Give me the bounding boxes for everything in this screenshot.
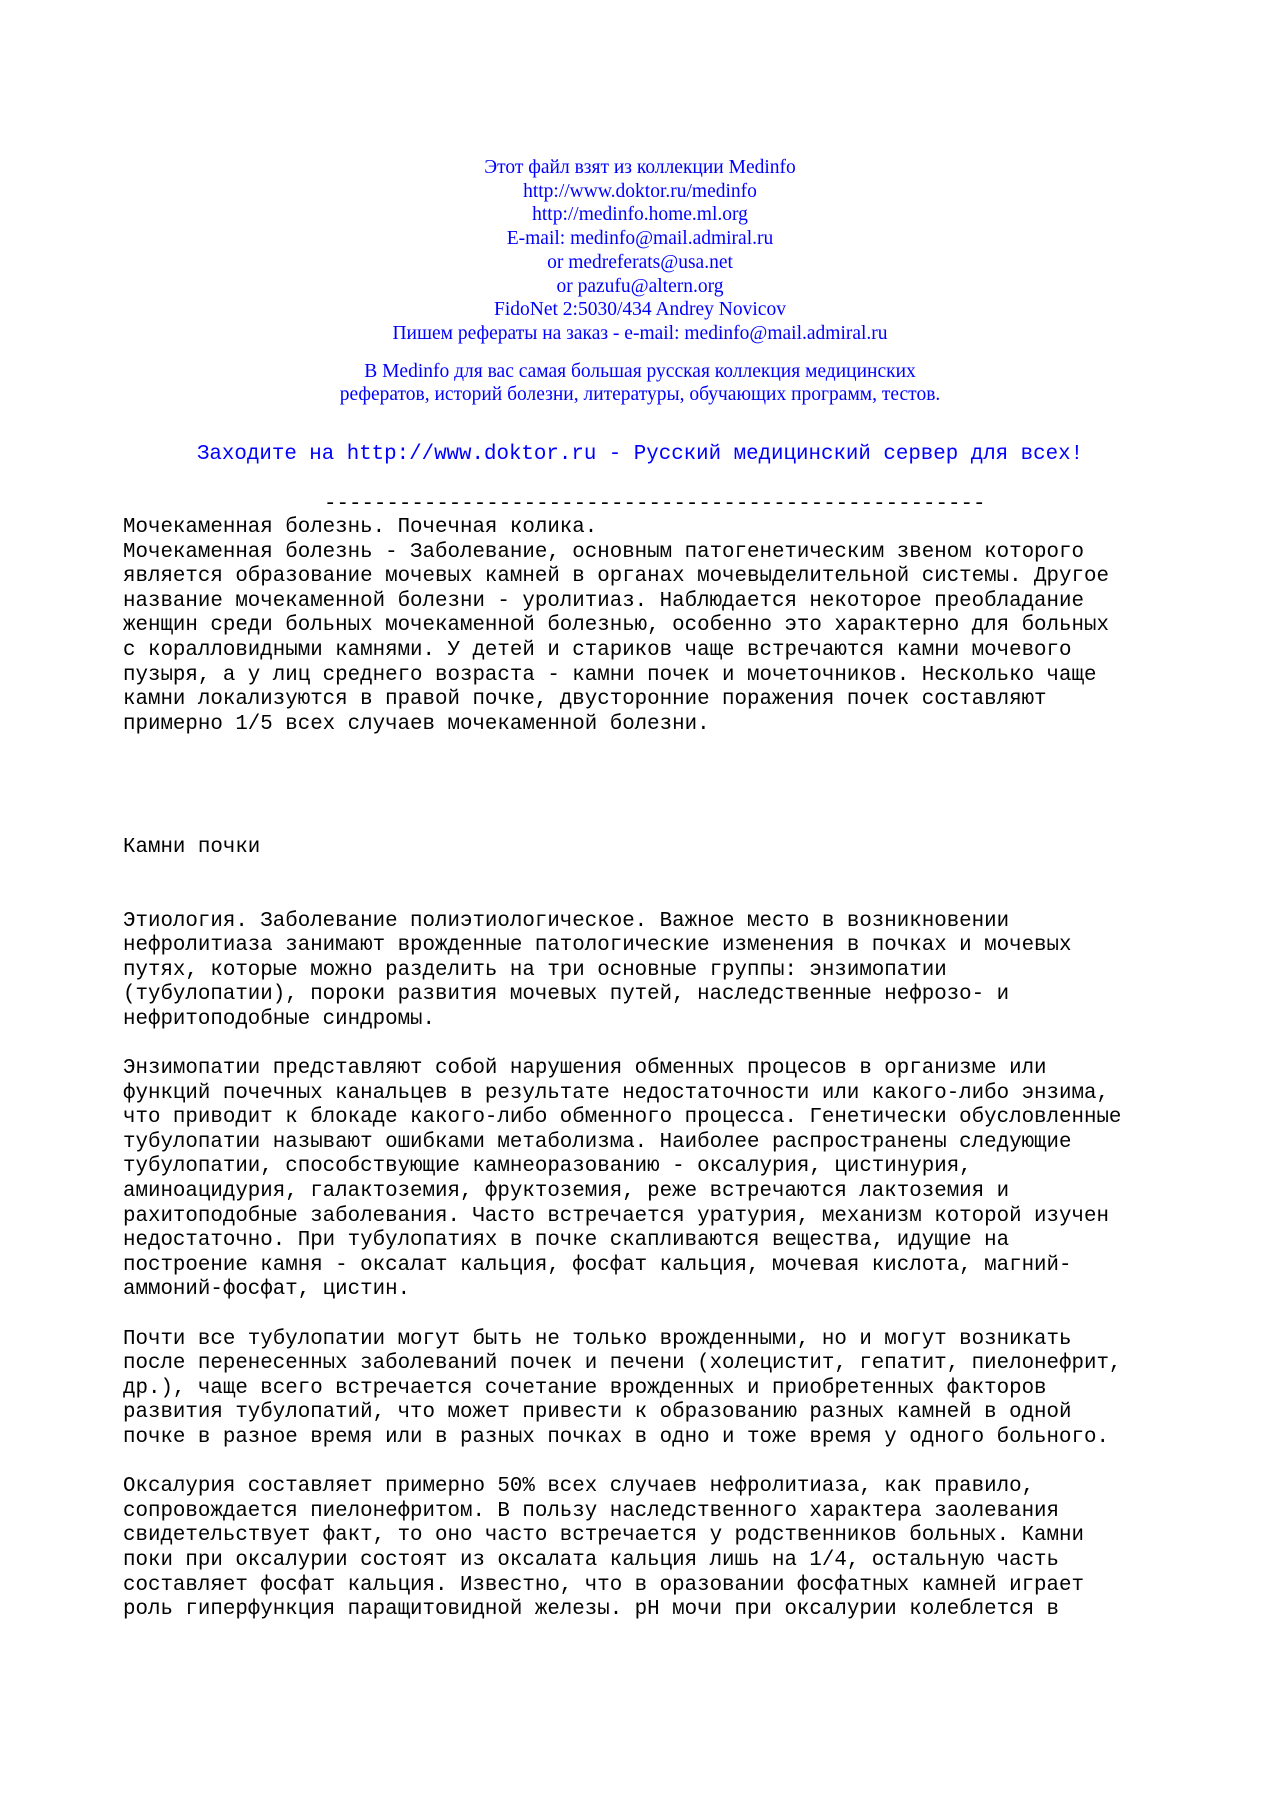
- body-line: камни локализуются в правой почке, двусторонние поражения почек составляют: [123, 688, 1047, 712]
- body-line: женщин среди больных мочекаменной болезнью, особенно это характерно для больных: [123, 614, 1109, 638]
- body-line: [123, 885, 1223, 910]
- header-collection-line: рефератов, историй болезни, литературы, обучающих программ, тестов.: [339, 384, 941, 406]
- header-gap: [0, 346, 1280, 360]
- body-line: [123, 811, 1223, 836]
- body-line: свидетельствует факт, то оно часто встречается у родственников больных. Камни: [123, 1524, 1084, 1548]
- body-line: является образование мочевых камней в органах мочевыделительной системы. Другое: [123, 565, 1109, 589]
- body-line: развития тубулопатий, что может привести к образованию разных камней в одной: [123, 1401, 1072, 1425]
- body-line: тубулопатии называют ошибками метаболизма. Наиболее распространены следующие: [123, 1130, 1072, 1154]
- header-email-alt-2[interactable]: or pazufu@altern.org: [556, 275, 724, 297]
- body-line: название мочекаменной болезни - уролитиаз. Наблюдается некоторое преобладание: [123, 589, 1084, 613]
- body-line: пузыря, а у лиц среднего возраста - камни почек и мочеточников. Несколько чаще: [123, 663, 1097, 687]
- body-line: с коралловидными камнями. У детей и стариков чаще встречаются камни мочевого: [123, 638, 1072, 662]
- body-line: после перенесенных заболеваний почек и печени (холецистит, гепатит, пиелонефрит,: [123, 1352, 1122, 1376]
- body-line: сопровождается пиелонефритом. В пользу наследственного характера заолевания: [123, 1499, 1060, 1523]
- body-line: нефролитиаза занимают врожденные патологические изменения в почках и мочевых: [123, 934, 1072, 958]
- body-line: [123, 787, 1223, 812]
- body-line: Мочекаменная болезнь. Почечная колика.: [123, 516, 598, 539]
- article-body: [123, 516, 1223, 1623]
- body-line: тубулопатии, способствующие камнеоразованию - оксалурия, цистинурия,: [123, 1155, 972, 1179]
- header-fidonet-line: FidoNet 2:5030/434 Andrey Novicov: [494, 299, 786, 321]
- body-line: аммоний-фосфат, цистин.: [123, 1278, 411, 1302]
- body-line: недостаточно. При тубулопатиях в почке скапливаются вещества, идущие на: [123, 1229, 1010, 1253]
- body-line: функций почечных канальцев в результате недостаточности или какого-либо энзима,: [123, 1081, 1109, 1105]
- doktor-banner[interactable]: Заходите на http://www.doktor.ru - Русский медицинский сервер для всех!: [196, 443, 1084, 466]
- body-line: нефритоподобные синдромы.: [123, 1007, 436, 1031]
- header-email-alt-1[interactable]: or medreferats@usa.net: [547, 251, 733, 273]
- body-line: Энзимопатии представляют собой нарушения обменных процесов в организме или: [123, 1057, 1047, 1081]
- body-line: роль гиперфункция паращитовидной железы. pH мочи при оксалурии колеблется в: [123, 1598, 1060, 1622]
- body-line: построение камня - оксалат кальция, фосфат кальция, мочевая кислота, магний-: [123, 1253, 1072, 1277]
- body-line: (тубулопатии), пороки развития мочевых путей, наследственные нефрозо- и: [123, 983, 1010, 1007]
- body-line: примерно 1/5 всех случаев мочекаменной болезни.: [123, 712, 710, 736]
- body-line: что приводит к блокаде какого-либо обменного процесса. Генетически обусловленные: [123, 1106, 1122, 1130]
- body-line: поки при оксалурии состоят из оксалата кальция лишь на 1/4, остальную часть: [123, 1548, 1060, 1572]
- body-line: путях, которые можно разделить на три основные группы: энзимопатии: [123, 958, 947, 982]
- body-line: Этиология. Заболевание полиэтиологическое. Важное место в возникновении: [123, 909, 1010, 933]
- body-line: [123, 1032, 1223, 1057]
- header-link-doktor-medinfo[interactable]: http://www.doktor.ru/medinfo: [523, 180, 757, 202]
- header-link-medinfo-home[interactable]: http://medinfo.home.ml.org: [532, 204, 748, 226]
- body-line: Почти все тубулопатии могут быть не только врожденными, но и могут возникать: [123, 1327, 1072, 1351]
- body-line: почке в разное время или в разных почках в одно и тоже время у одного больного.: [123, 1425, 1109, 1449]
- body-line: Оксалурия составляет примерно 50% всех случаев нефролитиаза, как правило,: [123, 1475, 1035, 1499]
- body-line: Мочекаменная болезнь - Заболевание, основным патогенетическим звеном которого: [123, 540, 1084, 564]
- body-line: Камни почки: [123, 835, 261, 859]
- separator-line: -----------------------------------------------------: [324, 493, 986, 516]
- body-line: [123, 737, 1223, 762]
- header-collection-line: В Medinfo для вас самая большая русская коллекция медицинских: [364, 360, 916, 382]
- body-line: др.), чаще всего встречается сочетание врожденных и приобретенных факторов: [123, 1376, 1047, 1400]
- body-line: [123, 762, 1223, 787]
- body-line: аминоацидурия, галактоземия, фруктоземия, реже встречаются лактоземия и: [123, 1180, 1010, 1204]
- body-line: рахитоподобные заболевания. Часто встречается уратурия, механизм которой изучен: [123, 1204, 1109, 1228]
- medinfo-header: [0, 156, 1280, 407]
- body-line: составляет фосфат кальция. Известно, что в оразовании фосфатных камней играет: [123, 1573, 1084, 1597]
- body-line: [123, 1303, 1223, 1328]
- body-line: [123, 1451, 1223, 1476]
- header-email-line[interactable]: E-mail: medinfo@mail.admiral.ru: [506, 228, 774, 250]
- body-line: [123, 860, 1223, 885]
- header-line: Этот файл взят из коллекции Medinfo: [484, 157, 796, 178]
- header-order-line[interactable]: Пишем рефераты на заказ - e-mail: medinfo@mail.admiral.ru: [392, 322, 888, 344]
